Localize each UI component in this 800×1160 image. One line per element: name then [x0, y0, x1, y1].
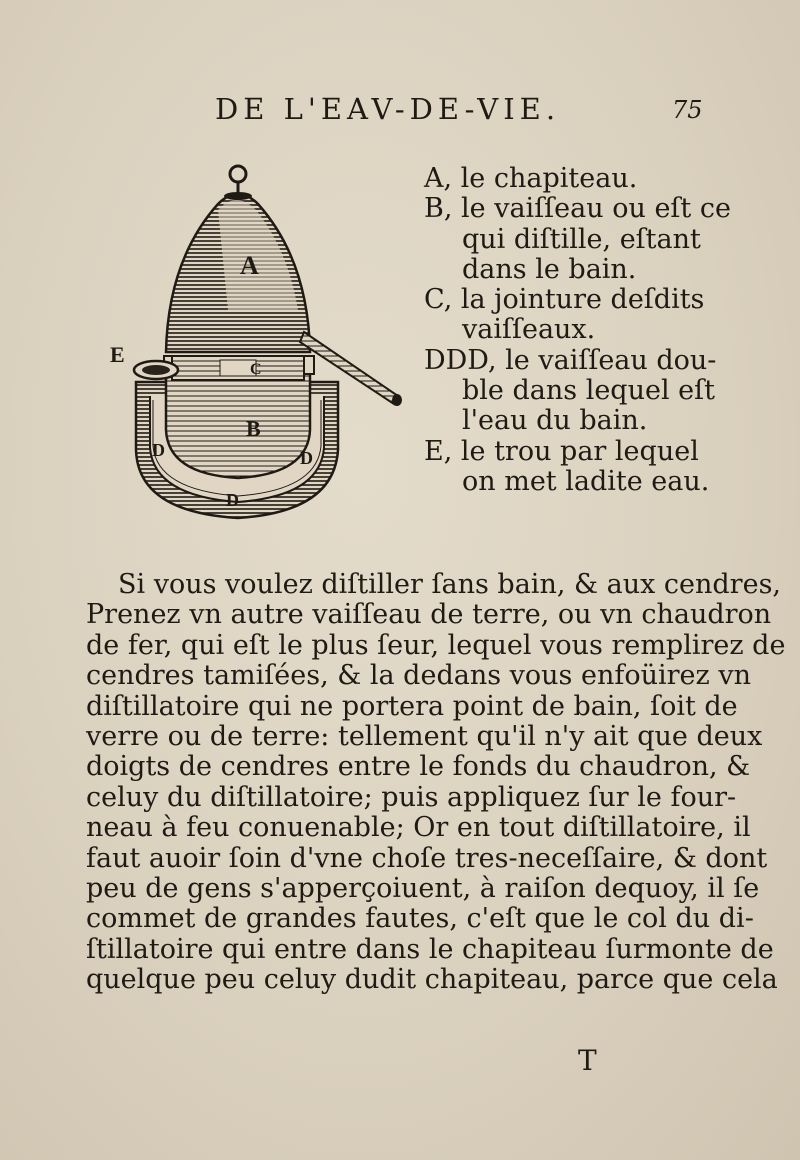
label-e: E	[110, 342, 125, 367]
legend-line: C, la jointure deſdits	[424, 284, 705, 316]
body-line: peu de gens s'apperçoiuent, à raiſon dequoy, il ſe	[86, 873, 760, 905]
body-line: neau à feu conuenable; Or en tout diſtillatoire, il	[86, 812, 751, 844]
body-paragraph	[86, 569, 786, 996]
label-d-bottom: D	[226, 490, 239, 510]
body-line: celuy du diſtillatoire; puis appliquez ſur le four-	[86, 781, 737, 813]
body-line: Si vous voulez diſtiller ſans bain, & aux cendres,	[118, 569, 782, 600]
still-head	[166, 166, 310, 352]
legend-line: ble dans lequel eſt	[462, 375, 715, 407]
body-line: diſtillatoire qui ne portera point de bain, ſoit de	[86, 690, 738, 722]
label-d-left: D	[152, 440, 165, 460]
body-line: Prenez vn autre vaiſſeau de terre, ou vn chaudron	[86, 599, 772, 631]
legend-line: DDD, le vaiſſeau dou-	[424, 344, 717, 376]
label-a: A	[240, 251, 259, 280]
legend-line: vaiſſeaux.	[462, 314, 596, 346]
body-line: ſtillatoire qui entre dans le chapiteau ſurmonte de	[86, 933, 774, 965]
legend-line: qui diſtille, eſtant	[462, 223, 701, 255]
legend-line: on met ladite eau.	[462, 465, 710, 497]
body-line: doigts de cendres entre le fonds du chaudron, &	[86, 751, 751, 783]
label-d-right: D	[300, 448, 313, 468]
label-c: C	[250, 361, 262, 378]
body-line: quelque peu celuy dudit chapiteau, parce que cela	[86, 964, 778, 996]
filling-hole	[134, 361, 178, 379]
running-title: DE L'EAV-DE-VIE.	[215, 92, 561, 126]
signature-mark: T	[578, 1044, 597, 1077]
body-line: cendres tamiſées, & la dedans vous enfoüirez vn	[86, 660, 751, 692]
legend-line: B, le vaiſſeau ou eſt ce	[424, 193, 731, 225]
label-b: B	[246, 416, 261, 441]
legend-line: l'eau du bain.	[462, 405, 648, 437]
body-line: faut auoir ſoin d'vne choſe tres-neceſſaire, & dont	[86, 842, 768, 874]
legend-line: A, le chapiteau.	[424, 163, 638, 194]
page-number: 75	[672, 96, 703, 124]
figure-legend	[424, 163, 731, 497]
legend-line: dans le bain.	[462, 253, 637, 285]
body-line: de fer, qui eſt le plus ſeur, lequel vous remplirez de	[86, 629, 786, 661]
body-line: verre ou de terre: tellement qu'il n'y ait que deux	[86, 721, 763, 753]
legend-line: E, le trou par lequel	[424, 435, 699, 467]
joint-ring	[172, 356, 304, 380]
body-line: commet de grandes fautes, c'eſt que le col du di-	[86, 903, 754, 935]
distillation-apparatus-illustration	[108, 160, 408, 530]
